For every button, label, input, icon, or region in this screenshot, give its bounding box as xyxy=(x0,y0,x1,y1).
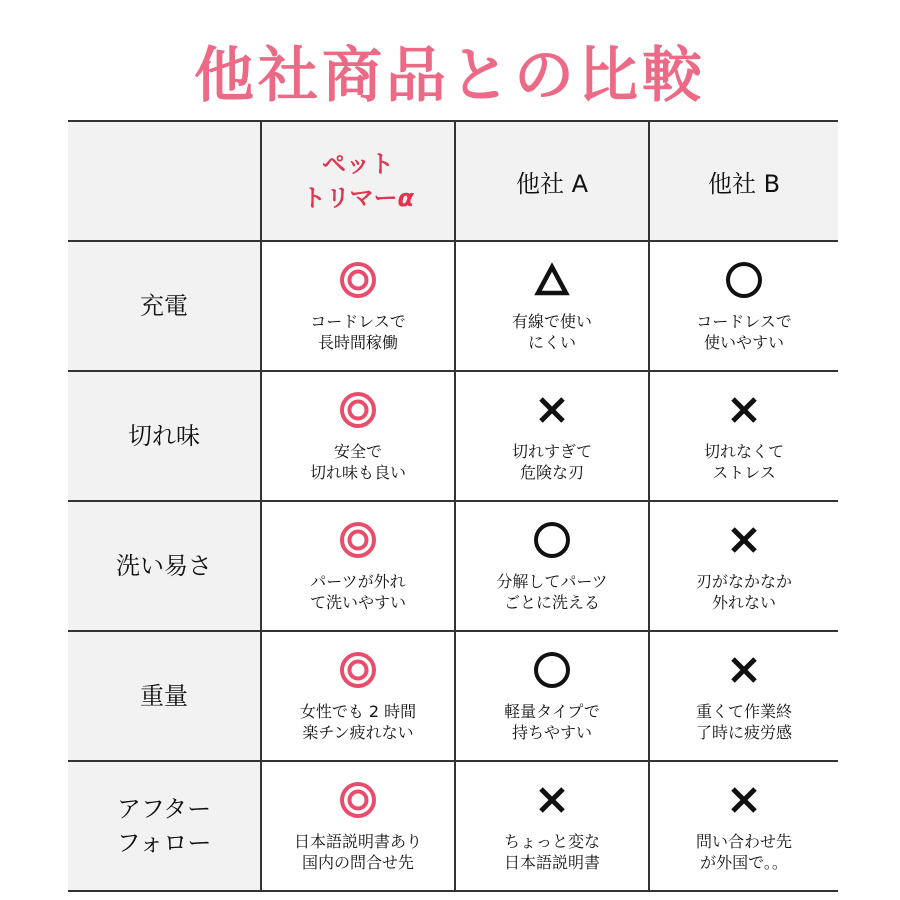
row-label-line: アフター xyxy=(116,795,212,823)
cell-weight-pet-trimmer xyxy=(261,631,455,761)
cell-note-line: 外れない xyxy=(711,593,776,612)
cell-note-line: 日本語説明書 xyxy=(503,853,600,872)
row-weight xyxy=(68,631,838,761)
cell-ease-of-washing-pet-trimmer xyxy=(261,501,455,631)
cell-after-sales-pet-trimmer xyxy=(261,761,455,891)
cell-after-sales-company-b xyxy=(649,761,838,891)
column-header-line: ペット xyxy=(322,150,394,178)
cell-content xyxy=(456,259,648,353)
double-circle-icon xyxy=(328,779,388,821)
cell-content xyxy=(262,259,454,353)
cell-note xyxy=(504,701,600,743)
double-circle-icon xyxy=(328,519,388,561)
cell-content xyxy=(456,519,648,613)
cell-note-line: 刃がなかなか xyxy=(695,572,792,591)
cell-note xyxy=(496,571,607,613)
cell-content xyxy=(650,779,838,873)
cell-note-line: て洗いやすい xyxy=(309,593,406,612)
cell-note xyxy=(696,571,792,613)
cell-note-line: 有線で使い xyxy=(511,312,592,331)
header-row xyxy=(68,121,838,241)
cell-content xyxy=(262,389,454,483)
cell-note-line: ストレス xyxy=(712,463,776,482)
cell-note-line: ちょっと変な xyxy=(503,832,600,851)
cell-content xyxy=(456,649,648,743)
cell-after-sales-company-a xyxy=(455,761,649,891)
cell-note-line: 長時間稼働 xyxy=(317,333,398,352)
double-circle-icon xyxy=(328,389,388,431)
cell-weight-company-b xyxy=(649,631,838,761)
cell-content xyxy=(262,519,454,613)
cross-icon xyxy=(714,779,774,821)
cell-note-line: 問い合わせ先 xyxy=(695,832,792,851)
cell-note-line: が外国で。。 xyxy=(700,853,788,872)
row-label-sharpness xyxy=(68,371,261,501)
cross-icon xyxy=(522,389,582,431)
cell-note xyxy=(704,441,784,483)
circle-icon xyxy=(714,259,774,301)
cell-content xyxy=(650,649,838,743)
cell-content xyxy=(650,259,838,353)
cell-note xyxy=(294,831,422,873)
cell-ease-of-washing-company-b xyxy=(649,501,838,631)
cell-note-line: 分解してパーツ xyxy=(496,572,608,591)
cell-note xyxy=(504,831,600,873)
cell-sharpness-pet-trimmer xyxy=(261,371,455,501)
circle-icon xyxy=(522,519,582,561)
row-label-weight xyxy=(68,631,261,761)
row-sharpness xyxy=(68,371,838,501)
row-ease-of-washing xyxy=(68,501,838,631)
row-label-line: 充電 xyxy=(140,292,188,320)
cell-content xyxy=(262,779,454,873)
row-label-charging xyxy=(68,241,261,371)
cell-note-line: 危険な刃 xyxy=(519,463,584,482)
cell-note xyxy=(696,831,792,873)
cell-note-line: 軽量タイプで xyxy=(504,702,600,721)
cell-charging-pet-trimmer xyxy=(261,241,455,371)
cell-note-line: 了時に疲労感 xyxy=(695,723,792,742)
row-label-ease-of-washing xyxy=(68,501,261,631)
cell-sharpness-company-b xyxy=(649,371,838,501)
row-label-line: 切れ味 xyxy=(128,422,200,450)
cell-note xyxy=(310,311,406,353)
cell-charging-company-b xyxy=(649,241,838,371)
row-label-line: 洗い易さ xyxy=(116,552,212,580)
cell-note-line: 使いやすい xyxy=(703,333,784,352)
column-header-pet-trimmer xyxy=(261,121,455,241)
row-label-line: 重量 xyxy=(140,682,188,710)
double-circle-icon xyxy=(328,649,388,691)
cell-weight-company-a xyxy=(455,631,649,761)
cell-note-line: コードレスで xyxy=(310,312,406,331)
cell-charging-company-a xyxy=(455,241,649,371)
cell-note-line: 切れ味も良い xyxy=(309,463,406,482)
comparison-table xyxy=(68,120,838,892)
cell-ease-of-washing-company-a xyxy=(455,501,649,631)
cell-note-line: 国内の問合せ先 xyxy=(301,853,414,872)
cell-note xyxy=(310,441,406,483)
cross-icon xyxy=(522,779,582,821)
cell-note-line: 楽チン疲れない xyxy=(302,723,414,742)
cell-note-line: 安全で xyxy=(333,442,382,461)
row-label-after-sales xyxy=(68,761,261,891)
cell-note xyxy=(696,311,792,353)
triangle-icon xyxy=(522,259,582,301)
cell-note-line: 切れなくて xyxy=(703,442,784,461)
cell-note-line: パーツが外れ xyxy=(310,572,406,591)
cell-sharpness-company-a xyxy=(455,371,649,501)
cell-note-line: 日本語説明書あり xyxy=(293,832,422,851)
cell-note-line: 女性でも 2 時間 xyxy=(299,702,417,721)
page-title: 他社商品との比較 xyxy=(194,41,706,111)
cross-icon xyxy=(714,389,774,431)
cell-note xyxy=(300,701,416,743)
cell-content xyxy=(262,649,454,743)
cell-note xyxy=(310,571,406,613)
cell-note-line: コードレスで xyxy=(696,312,792,331)
column-header-company-b: 他社 B xyxy=(649,121,838,241)
cross-icon xyxy=(714,519,774,561)
circle-icon xyxy=(522,649,582,691)
row-after-sales xyxy=(68,761,838,891)
cell-note xyxy=(512,311,592,353)
cross-icon xyxy=(714,649,774,691)
row-charging xyxy=(68,241,838,371)
cell-content xyxy=(456,389,648,483)
column-header-line: トリマーα xyxy=(301,184,415,212)
column-header-company-a: 他社 A xyxy=(455,121,649,241)
cell-note xyxy=(696,701,792,743)
cell-note xyxy=(512,441,592,483)
cell-content xyxy=(456,779,648,873)
cell-content xyxy=(650,519,838,613)
cell-note-line: 持ちやすい xyxy=(511,723,592,742)
cell-note-line: 重くて作業終 xyxy=(695,702,792,721)
row-label-line: フォロー xyxy=(116,829,212,857)
cell-note-line: ごとに洗える xyxy=(503,593,600,612)
corner-cell xyxy=(68,121,261,241)
cell-content xyxy=(650,389,838,483)
cell-note-line: 切れすぎて xyxy=(511,442,592,461)
double-circle-icon xyxy=(328,259,388,301)
cell-note-line: にくい xyxy=(527,333,576,352)
